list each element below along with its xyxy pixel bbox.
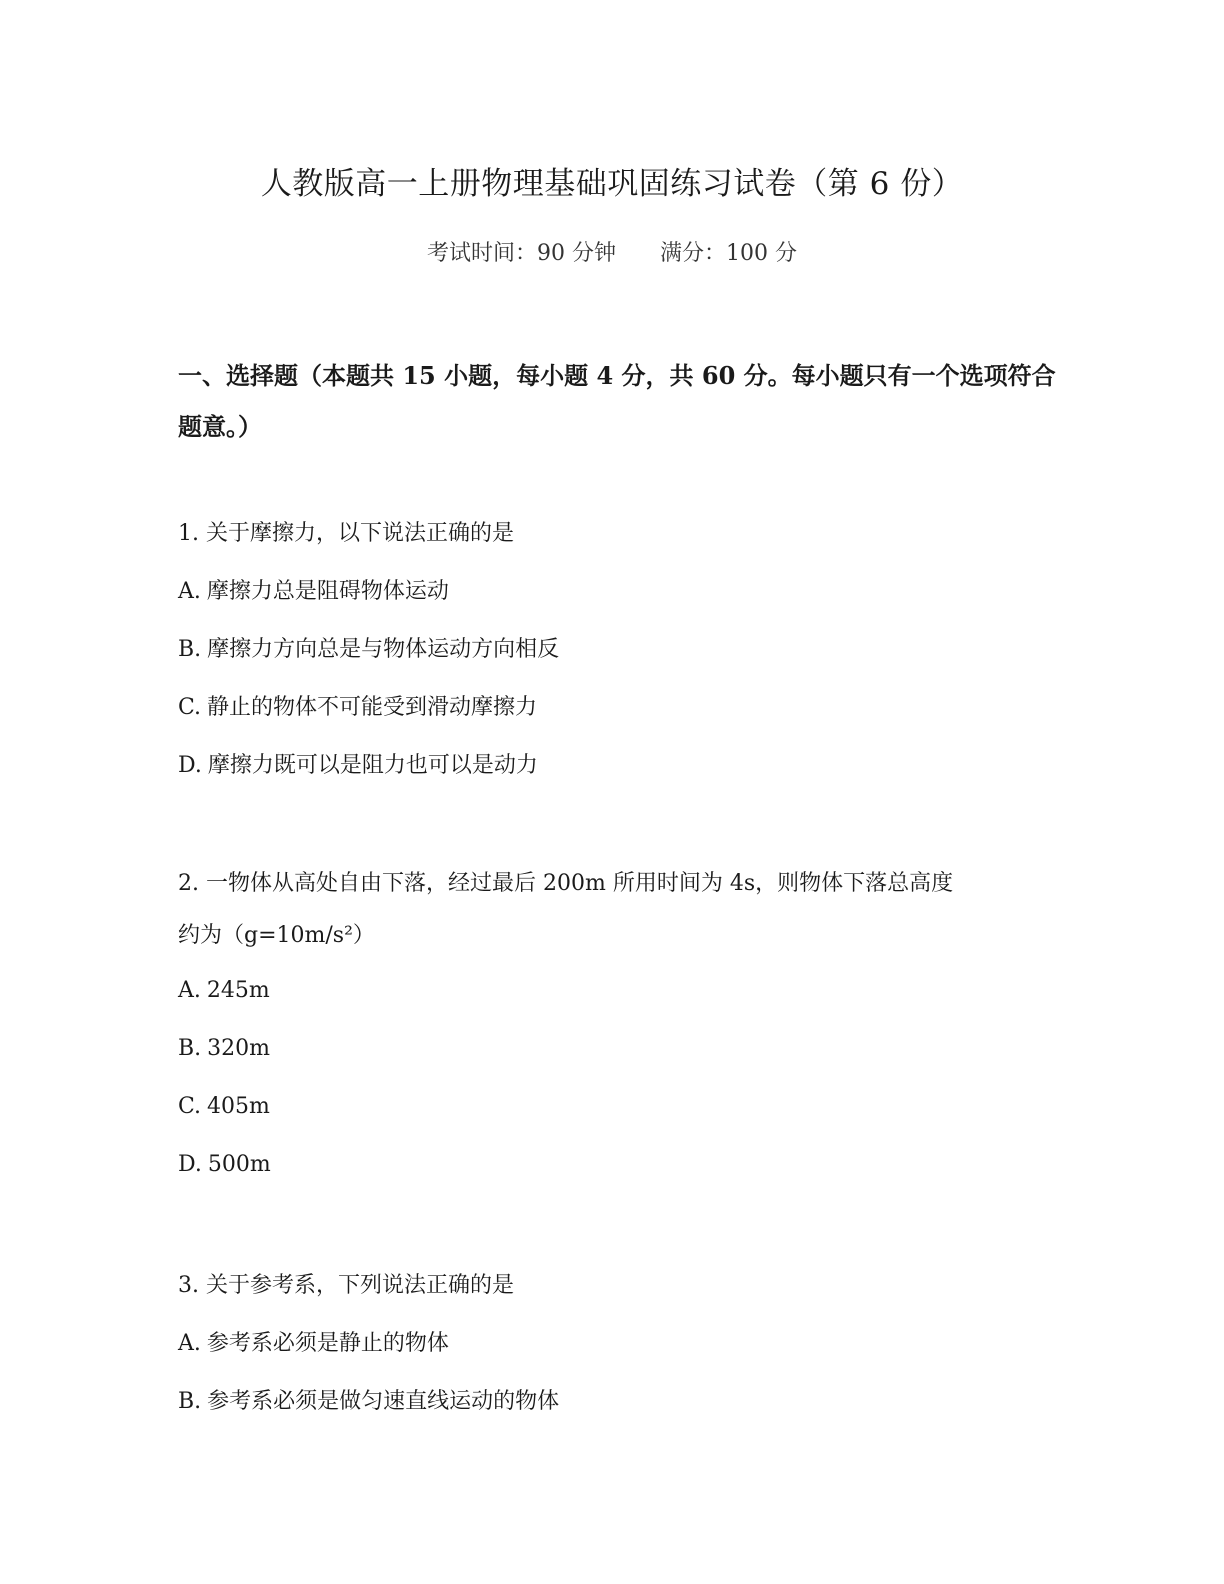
option-key: A. (178, 1331, 201, 1356)
exam-title: 人教版高一上册物理基础巩固练习试卷（第 6 份） (260, 166, 964, 202)
option-key: A. (178, 978, 201, 1003)
option-text: 320m (207, 1036, 271, 1061)
question-1-stem: 1. 关于摩擦力，以下说法正确的是 (178, 521, 514, 546)
option-text: 405m (207, 1094, 270, 1119)
question-3-stem: 3. 关于参考系，下列说法正确的是 (178, 1273, 514, 1298)
option-text: 245m (206, 978, 270, 1003)
option-text: 摩擦力总是阻碍物体运动 (206, 579, 449, 604)
option-text: 静止的物体不可能受到滑动摩擦力 (207, 695, 538, 720)
question-1-option-c (178, 690, 537, 721)
option-key: B. (178, 637, 202, 662)
option-key: A. (178, 579, 201, 604)
option-key: D. (178, 753, 202, 778)
option-key: B. (178, 1389, 202, 1414)
section-heading-multiple-choice: 一、选择题（本题共 15 小题，每小题 4 分，共 60 分。每小题只有一个选项符合题意。） (178, 361, 1056, 441)
option-key: C. (178, 695, 202, 720)
question-1-option-b (178, 632, 559, 663)
question-2-stem: 2. 一物体从高处自由下落，经过最后 200m 所用时间为 4s，则物体下落总高度 (178, 871, 954, 896)
option-text: 500m (207, 1152, 271, 1177)
option-key: C. (178, 1094, 202, 1119)
option-key: D. (178, 1152, 202, 1177)
option-text: 参考系必须是做匀速直线运动的物体 (207, 1389, 560, 1414)
question-3-option-b (178, 1384, 559, 1415)
question-2-option-c (178, 1094, 270, 1119)
full-score: 满分：100 分 (660, 241, 797, 266)
exam-info (0, 236, 1224, 267)
question-2-option-b (178, 1036, 270, 1061)
exam-time: 考试时间：90 分钟 (427, 241, 616, 266)
question-2-option-a (178, 978, 270, 1003)
option-text: 摩擦力方向总是与物体运动方向相反 (207, 637, 560, 662)
question-1-option-d (178, 748, 538, 779)
option-text: 参考系必须是静止的物体 (206, 1331, 449, 1356)
question-2-option-d (178, 1152, 271, 1177)
option-text: 摩擦力既可以是阻力也可以是动力 (207, 753, 538, 778)
question-2-stem-continued: 约为（g=10m/s²） (178, 923, 375, 948)
option-key: B. (178, 1036, 202, 1061)
question-1-option-a (178, 574, 449, 605)
question-3-option-a (178, 1326, 449, 1357)
